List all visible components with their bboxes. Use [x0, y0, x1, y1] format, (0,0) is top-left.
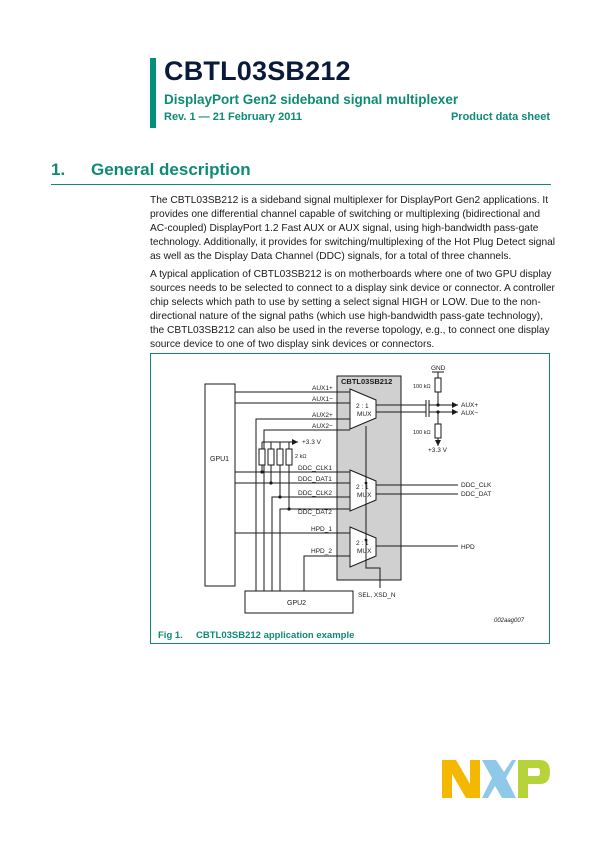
- svg-text:002aag007: 002aag007: [494, 618, 525, 624]
- svg-text:DDC_DAT1: DDC_DAT1: [298, 476, 332, 483]
- svg-text:AUX+: AUX+: [461, 402, 479, 409]
- svg-text:2 : 1: 2 : 1: [356, 484, 369, 491]
- svg-text:DDC_DAT: DDC_DAT: [461, 491, 492, 498]
- section-title: General description: [91, 160, 251, 179]
- svg-text:2 : 1: 2 : 1: [356, 540, 369, 547]
- gpu1-label: GPU1: [210, 456, 230, 463]
- svg-text:AUX1+: AUX1+: [312, 385, 333, 392]
- svg-text:2 kΩ: 2 kΩ: [295, 454, 307, 460]
- svg-text:DDC_CLK: DDC_CLK: [461, 482, 492, 489]
- document-subtitle: DisplayPort Gen2 sideband signal multiplexer: [164, 92, 459, 107]
- svg-text:100 kΩ: 100 kΩ: [413, 430, 431, 436]
- paragraph-2: A typical application of CBTL03SB212 is on motherboards where one of two GPU display sources needs to be selected to connect to a display sink device or connector. A controller chip selects which path to use by setting a select signal HIGH or LOW. Due to the non-directional nature of the signal paths (which use high-bandwidth pass-gate technology), the CBTL03SB212 can also be used in the reverse topology, e.g., to connect one display source device to one of two display sink devices or connectors.: [150, 269, 555, 350]
- svg-text:DDC_CLK1: DDC_CLK1: [298, 465, 332, 472]
- svg-text:HPD: HPD: [461, 544, 475, 551]
- svg-text:AUX2+: AUX2+: [312, 412, 333, 419]
- gpu1-box: [205, 384, 235, 586]
- svg-text:MUX: MUX: [357, 548, 372, 555]
- svg-text:SEL, XSD_N: SEL, XSD_N: [358, 592, 396, 599]
- svg-text:AUX1−: AUX1−: [312, 396, 333, 403]
- figure-caption-text: CBTL03SB212 application example: [196, 630, 355, 641]
- svg-text:HPD_1: HPD_1: [311, 526, 332, 533]
- svg-text:AUX−: AUX−: [461, 410, 479, 417]
- svg-text:MUX: MUX: [357, 492, 372, 499]
- svg-text:AUX2−: AUX2−: [312, 423, 333, 430]
- figure-caption-number: Fig 1.: [158, 630, 183, 641]
- document-title: CBTL03SB212: [164, 56, 351, 86]
- nxp-logo: [440, 756, 552, 802]
- svg-text:DDC_CLK2: DDC_CLK2: [298, 490, 332, 497]
- svg-text:DDC_DAT2: DDC_DAT2: [298, 509, 332, 516]
- svg-text:2 : 1: 2 : 1: [356, 403, 369, 410]
- svg-text:HPD_2: HPD_2: [311, 548, 332, 555]
- revision-info: Rev. 1 — 21 February 2011: [164, 111, 302, 123]
- svg-text:+3.3 V: +3.3 V: [302, 439, 321, 446]
- document-type: Product data sheet: [450, 111, 550, 123]
- paragraph-1: The CBTL03SB212 is a sideband signal multiplexer for DisplayPort Gen2 applications. It provides one differential channel capable of switching or multiplexing (bidirectional and AC-coupled) DisplayPort 1.2 Fast AUX or AUX signal, using high-bandwidth pass-gate technology. Additionally, it provides for switching/multiplexing of the Hot Plug Detect signal as well as the Display Data Channel (DDC) signals, for a total of three channels.: [150, 195, 556, 262]
- svg-text:GND: GND: [431, 365, 446, 372]
- gpu2-label: GPU2: [287, 600, 307, 607]
- figure-caption: [158, 630, 354, 641]
- svg-text:+3.3 V: +3.3 V: [428, 447, 447, 454]
- svg-text:MUX: MUX: [357, 411, 372, 418]
- svg-text:100 kΩ: 100 kΩ: [413, 384, 431, 390]
- chip-label: CBTL03SB212: [341, 377, 393, 386]
- section-number: 1.: [51, 160, 66, 179]
